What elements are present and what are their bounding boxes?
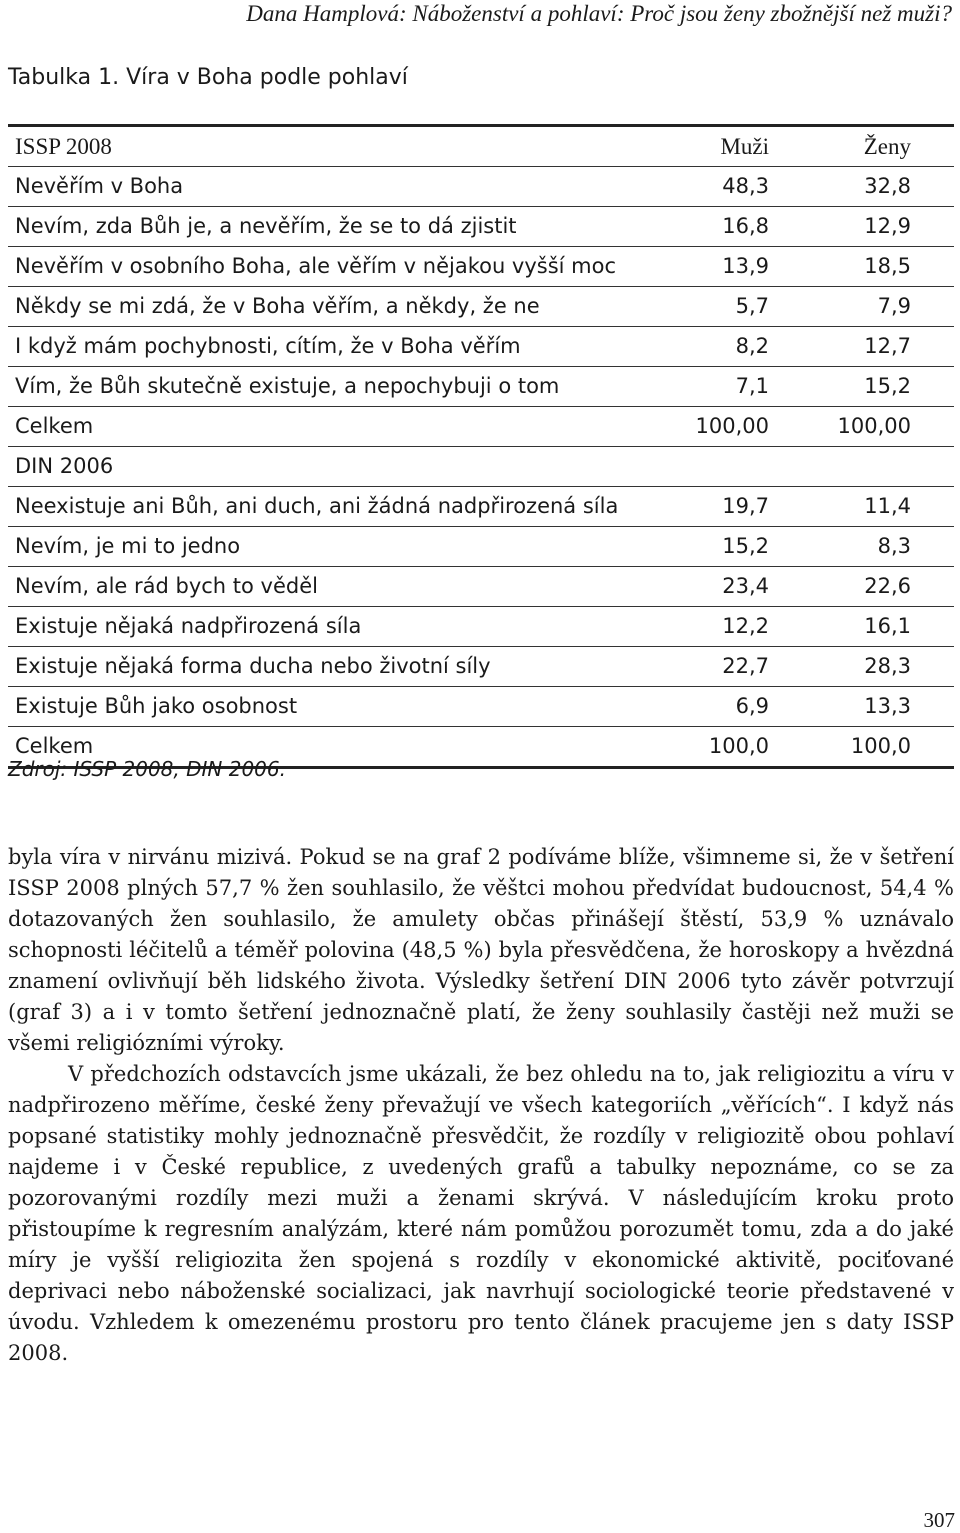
paragraph: byla víra v nirvánu mizivá. Pokud se na graf 2 podíváme blíže, všimneme si, že v šetření ISSP 2008 plných 57,7 % žen souhlasilo, že věštci mohou předvídat budoucnost, 54,4 % dotazovaných žen souhlasilo, že amulety občas přinášejí štěstí, 53,9 % uznávalo schopnosti léčitelů a téměř polovina (48,5 %) byla přesvědčena, že horoskopy a hvězdná znamení ovlivňují běh lidského života. Výsledky šetření DIN 2006 tyto závěr potvrzují (graf 3) a i v tomto šetření jednoznačně platí, že ženy souhlasily častěji než muži se všemi religiózními výroky.	[8, 845, 954, 1055]
row-women-value: 11,4	[864, 494, 911, 518]
header-women: Ženy	[863, 134, 911, 159]
table-row	[8, 646, 954, 686]
row-men-value: 5,7	[735, 294, 769, 318]
row-label: Někdy se mi zdá, že v Boha věřím, a někdy, že ne	[15, 294, 540, 318]
row-men-value: 8,2	[735, 334, 769, 358]
row-women-value: 7,9	[877, 294, 911, 318]
row-label: Existuje nějaká nadpřirozená síla	[15, 614, 362, 638]
table-row	[8, 686, 954, 726]
header-men: Muži	[720, 134, 769, 159]
total-men-value: 100,00	[695, 414, 769, 438]
table-row	[8, 246, 954, 286]
row-men-value: 7,1	[735, 374, 769, 398]
row-label: Neexistuje ani Bůh, ani duch, ani žádná nadpřirozená síla	[15, 494, 619, 518]
row-label: Nevěřím v osobního Boha, ale věřím v nějakou vyšší moc	[15, 254, 617, 278]
row-women-value: 12,7	[864, 334, 911, 358]
row-men-value: 22,7	[722, 654, 769, 678]
body-text	[8, 842, 954, 1369]
row-label: Existuje nějaká forma ducha nebo životní síly	[15, 654, 491, 678]
row-men-value: 48,3	[722, 174, 769, 198]
header-survey-label: ISSP 2008	[15, 134, 112, 159]
table-row	[8, 286, 954, 326]
row-men-value: 12,2	[722, 614, 769, 638]
table-row	[8, 206, 954, 246]
table-row	[8, 366, 954, 406]
row-label: Nevím, ale rád bych to věděl	[15, 574, 318, 598]
total-men-value: 100,0	[708, 734, 769, 758]
row-women-value: 8,3	[877, 534, 911, 558]
row-label: Existuje Bůh jako osobnost	[15, 694, 298, 718]
row-men-value: 23,4	[722, 574, 769, 598]
row-label: Nevím, zda Bůh je, a nevěřím, že se to dá zjistit	[15, 214, 517, 238]
table-row	[8, 326, 954, 366]
row-label: Nevěřím v Boha	[15, 174, 184, 198]
row-women-value: 32,8	[864, 174, 911, 198]
page-number: 307	[923, 1508, 955, 1532]
table-title: Tabulka 1. Víra v Boha podle pohlaví	[8, 65, 408, 90]
row-women-value: 18,5	[864, 254, 911, 278]
row-men-value: 6,9	[735, 694, 769, 718]
row-label: Nevím, je mi to jedno	[15, 534, 241, 558]
row-women-value: 28,3	[864, 654, 911, 678]
row-women-value: 16,1	[864, 614, 911, 638]
table-row	[8, 566, 954, 606]
table-header-row	[8, 127, 954, 166]
belief-table	[8, 124, 954, 769]
table-row	[8, 526, 954, 566]
total-label: Celkem	[15, 414, 94, 438]
table-row	[8, 166, 954, 206]
row-women-value: 13,3	[864, 694, 911, 718]
running-head: Dana Hamplová: Náboženství a pohlaví: Proč jsou ženy zbožnější než muži?	[246, 1, 952, 26]
total-women-value: 100,00	[837, 414, 911, 438]
row-men-value: 13,9	[722, 254, 769, 278]
paragraph: V předchozích odstavcích jsme ukázali, že bez ohledu na to, jak religiozitu a víru v nadpřirozeno měříme, české ženy převažují ve všech kategoriích „věřících“. I když nás popsané statistiky mohly jednoznačně přesvědčit, že rozdíly v religiozitě obou pohlaví najdeme i v České republice, z uvedených grafů a tabulky nepoznáme, co se za pozorovanými rozdíly mezi muži a ženami skrývá. V následujícím kroku proto přistoupíme k regresním analýzám, které nám pomůžou porozumět tomu, zda a do jaké míry je vyšší religiozita žen spojená s rozdíly v ekonomické aktivitě, pociťované deprivaci nebo náboženské socializaci, jak navrhují sociologické teorie představené v úvodu. Vzhledem k omezenému prostoru pro tento článek pracujeme jen s daty ISSP 2008.	[8, 1062, 954, 1365]
table-row	[8, 606, 954, 646]
row-men-value: 15,2	[722, 534, 769, 558]
table-source-note: Zdroj: ISSP 2008, DIN 2006.	[8, 757, 286, 781]
row-women-value: 22,6	[864, 574, 911, 598]
total-label: Celkem	[15, 734, 94, 758]
row-label: Vím, že Bůh skutečně existuje, a nepochybuji o tom	[15, 374, 560, 398]
total-women-value: 100,0	[850, 734, 911, 758]
row-label: I když mám pochybnosti, cítím, že v Boha věřím	[15, 334, 521, 358]
table-row	[8, 486, 954, 526]
row-men-value: 19,7	[722, 494, 769, 518]
row-women-value: 15,2	[864, 374, 911, 398]
table-section-header	[8, 446, 954, 486]
row-women-value: 12,9	[864, 214, 911, 238]
table-total-row	[8, 406, 954, 446]
din-section-label: DIN 2006	[15, 454, 114, 478]
row-men-value: 16,8	[722, 214, 769, 238]
